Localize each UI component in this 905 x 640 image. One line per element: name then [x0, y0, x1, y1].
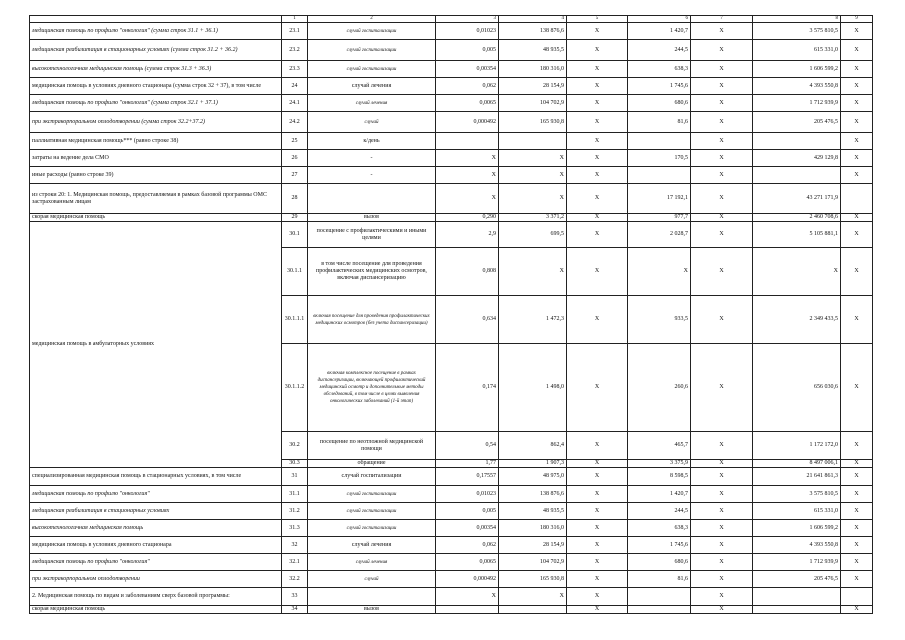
value-cell: 2 028,7 [628, 222, 691, 248]
row-label: высокотехнологичная медицинская помощь (сумма строк 31.3 + 36.3) [30, 61, 282, 78]
value-cell: 0,062 [436, 78, 499, 95]
value-cell: Х [436, 588, 499, 606]
value-cell: 81,6 [628, 112, 691, 133]
value-cell: 0,0065 [436, 95, 499, 112]
value-cell: Х [691, 167, 753, 184]
row-unit: случай лечения [308, 95, 436, 112]
table-row [30, 520, 873, 537]
value-cell: 0,005 [436, 40, 499, 61]
table-row [30, 95, 873, 112]
value-cell: Х [567, 606, 628, 614]
value-cell [499, 606, 567, 614]
value-cell: Х [436, 184, 499, 214]
row-code: 24.1 [282, 95, 308, 112]
value-cell: 8 497 006,1 [753, 460, 841, 468]
row-label: медицинская помощь в условиях дневного стационара (сумма строк 32 + 37), в том числе [30, 78, 282, 95]
value-cell: 699,5 [499, 222, 567, 248]
value-cell: 0,00354 [436, 61, 499, 78]
row-unit: включая комплексное посещение в рамках диспансеризации, включающей профилактический медицинский осмотр и дополнительные методы обследований, в том числе в целях выявления онкологических заболеваний (1-й этап) [308, 344, 436, 432]
row-code: 30.3 [282, 460, 308, 468]
value-cell: Х [567, 460, 628, 468]
value-cell: Х [691, 78, 753, 95]
row-unit: посещение по неотложной медицинской помощи [308, 432, 436, 460]
value-cell: Х [499, 588, 567, 606]
row-label: иные расходы (равно строке 39) [30, 167, 282, 184]
value-cell: 977,7 [628, 214, 691, 222]
row-unit: - [308, 167, 436, 184]
row-code: 31 [282, 468, 308, 486]
table-row [30, 606, 873, 614]
table-row [30, 184, 873, 214]
value-cell: Х [567, 432, 628, 460]
value-cell: 244,5 [628, 40, 691, 61]
value-cell: Х [567, 167, 628, 184]
table-row [30, 537, 873, 554]
row-label: медицинская помощь по профилю "онкология" (сумма строк 32.1 + 37.1) [30, 95, 282, 112]
value-cell: 0,0065 [436, 554, 499, 571]
value-cell: Х [691, 344, 753, 432]
row-unit: обращение [308, 460, 436, 468]
row-code: 27 [282, 167, 308, 184]
value-cell [753, 606, 841, 614]
value-cell: Х [499, 167, 567, 184]
table-row [30, 133, 873, 150]
table-row [30, 588, 873, 606]
value-cell: 81,6 [628, 571, 691, 588]
value-cell: 48 975,0 [499, 468, 567, 486]
value-cell: 244,5 [628, 503, 691, 520]
value-cell: Х [691, 61, 753, 78]
value-cell: 104 702,9 [499, 95, 567, 112]
value-cell: Х [567, 133, 628, 150]
value-cell: Х [841, 503, 873, 520]
value-cell: Х [691, 248, 753, 296]
value-cell: Х [691, 503, 753, 520]
value-cell [628, 588, 691, 606]
value-cell: 465,7 [628, 432, 691, 460]
value-cell: Х [841, 133, 873, 150]
value-cell: Х [567, 588, 628, 606]
value-cell: Х [691, 460, 753, 468]
value-cell: 638,3 [628, 520, 691, 537]
value-cell: 0,000492 [436, 571, 499, 588]
value-cell: 0,174 [436, 344, 499, 432]
value-cell [628, 133, 691, 150]
row-code: 34 [282, 606, 308, 614]
value-cell: 0,005 [436, 503, 499, 520]
value-cell: Х [841, 537, 873, 554]
value-cell: 0,01023 [436, 486, 499, 503]
value-cell: Х [567, 214, 628, 222]
value-cell: 2 349 433,5 [753, 296, 841, 344]
value-cell: Х [691, 554, 753, 571]
value-cell: Х [691, 468, 753, 486]
value-cell: Х [841, 222, 873, 248]
value-cell: Х [691, 95, 753, 112]
row-label: высокотехнологичная медицинская помощь [30, 520, 282, 537]
value-cell: Х [691, 606, 753, 614]
row-code: 23.2 [282, 40, 308, 61]
value-cell: 17 192,1 [628, 184, 691, 214]
row-unit: посещение с профилактическими и иными целями [308, 222, 436, 248]
value-cell: Х [841, 78, 873, 95]
value-cell: Х [567, 40, 628, 61]
row-label: медицинская помощь по профилю "онкология" [30, 486, 282, 503]
value-cell: Х [691, 40, 753, 61]
row-label: медицинская помощь по профилю "онкология" [30, 554, 282, 571]
value-cell: 138 876,6 [499, 23, 567, 40]
value-cell: Х [691, 571, 753, 588]
row-code: 32.1 [282, 554, 308, 571]
row-code: 24 [282, 78, 308, 95]
value-cell: 3 371,2 [499, 214, 567, 222]
row-code: 32.2 [282, 571, 308, 588]
value-cell: 165 930,8 [499, 112, 567, 133]
value-cell: Х [567, 571, 628, 588]
row-unit: случай госпитализации [308, 40, 436, 61]
value-cell: Х [567, 486, 628, 503]
value-cell: 0,17557 [436, 468, 499, 486]
value-cell: 1 606 599,2 [753, 520, 841, 537]
table-row [30, 222, 873, 248]
value-cell: 1 472,3 [499, 296, 567, 344]
value-cell: 615 331,0 [753, 503, 841, 520]
value-cell: Х [567, 112, 628, 133]
value-cell: 43 271 171,9 [753, 184, 841, 214]
value-cell: 3 575 810,5 [753, 23, 841, 40]
value-cell: Х [691, 537, 753, 554]
row-unit: случай [308, 571, 436, 588]
value-cell: 170,5 [628, 150, 691, 167]
value-cell [753, 133, 841, 150]
table-row [30, 40, 873, 61]
value-cell: Х [841, 40, 873, 61]
value-cell: Х [841, 606, 873, 614]
value-cell: Х [841, 468, 873, 486]
row-code: 26 [282, 150, 308, 167]
row-code: 31.1 [282, 486, 308, 503]
value-cell: 1 712 939,9 [753, 554, 841, 571]
value-cell: 1 745,6 [628, 537, 691, 554]
value-cell: 165 930,8 [499, 571, 567, 588]
column-header: 4 [499, 16, 567, 23]
value-cell: Х [841, 61, 873, 78]
value-cell: Х [567, 554, 628, 571]
value-cell: Х [567, 520, 628, 537]
value-cell: 260,6 [628, 344, 691, 432]
row-unit: включая посещение для проведения профилактических медицинских осмотров (без учета диспансеризации) [308, 296, 436, 344]
value-cell [436, 606, 499, 614]
value-cell: Х [841, 520, 873, 537]
row-unit: случай госпитализации [308, 468, 436, 486]
value-cell: 138 876,6 [499, 486, 567, 503]
value-cell [753, 588, 841, 606]
value-cell: 0,01023 [436, 23, 499, 40]
value-cell: 104 702,9 [499, 554, 567, 571]
value-cell: 2,9 [436, 222, 499, 248]
column-header: 8 [753, 16, 841, 23]
value-cell: Х [691, 222, 753, 248]
value-cell: Х [499, 150, 567, 167]
value-cell: 0,808 [436, 248, 499, 296]
row-code: 29 [282, 214, 308, 222]
value-cell: Х [436, 150, 499, 167]
value-cell: 0,00354 [436, 520, 499, 537]
row-label: паллиативная медицинская помощь*** (равно строке 38) [30, 133, 282, 150]
row-unit: - [308, 150, 436, 167]
value-cell: Х [567, 78, 628, 95]
value-cell: Х [841, 23, 873, 40]
value-cell [841, 184, 873, 214]
value-cell: 429 129,8 [753, 150, 841, 167]
column-number-row [30, 16, 873, 23]
row-unit: случай госпитализации [308, 486, 436, 503]
value-cell: Х [567, 61, 628, 78]
row-unit: случай госпитализации [308, 61, 436, 78]
value-cell: 180 316,0 [499, 520, 567, 537]
row-label: 2. Медицинская помощь по видам и заболеваниям сверх базовой программы: [30, 588, 282, 606]
row-code: 30.1.1 [282, 248, 308, 296]
table-row [30, 214, 873, 222]
value-cell: 180 316,0 [499, 61, 567, 78]
value-cell: 1 907,3 [499, 460, 567, 468]
value-cell: Х [841, 486, 873, 503]
row-label: медицинская помощь в условиях дневного стационара [30, 537, 282, 554]
value-cell: Х [691, 133, 753, 150]
value-cell: 1 606 599,2 [753, 61, 841, 78]
value-cell: Х [841, 296, 873, 344]
value-cell: 28 154,9 [499, 537, 567, 554]
value-cell: 1 745,6 [628, 78, 691, 95]
row-code: 30.1.1.2 [282, 344, 308, 432]
value-cell: Х [691, 214, 753, 222]
value-cell: Х [567, 537, 628, 554]
table-row [30, 150, 873, 167]
value-cell: Х [841, 214, 873, 222]
row-label: при экстракорпоральном оплодотворении (сумма строк 32.2+37.2) [30, 112, 282, 133]
value-cell: 0,000492 [436, 112, 499, 133]
row-label: скорая медицинская помощь [30, 214, 282, 222]
value-cell: Х [691, 112, 753, 133]
value-cell [628, 606, 691, 614]
value-cell: Х [567, 184, 628, 214]
value-cell: Х [567, 296, 628, 344]
row-code: 30.1.1.1 [282, 296, 308, 344]
value-cell: Х [841, 167, 873, 184]
ambulatory-group-label: медицинская помощь в амбулаторных условиях [30, 222, 282, 468]
value-cell [499, 133, 567, 150]
value-cell: Х [436, 167, 499, 184]
row-unit: к/день [308, 133, 436, 150]
row-unit: случай госпитализации [308, 503, 436, 520]
row-unit: случай [308, 112, 436, 133]
value-cell: 680,6 [628, 95, 691, 112]
value-cell: Х [691, 588, 753, 606]
value-cell: Х [691, 432, 753, 460]
table-row [30, 61, 873, 78]
value-cell: 205 476,5 [753, 571, 841, 588]
value-cell: Х [841, 344, 873, 432]
row-unit: вызов [308, 214, 436, 222]
row-unit [308, 588, 436, 606]
value-cell: 28 154,9 [499, 78, 567, 95]
value-cell: 933,5 [628, 296, 691, 344]
value-cell: 680,6 [628, 554, 691, 571]
value-cell: Х [567, 95, 628, 112]
table-row [30, 503, 873, 520]
table-row [30, 23, 873, 40]
value-cell: Х [691, 23, 753, 40]
value-cell: 1 172 172,0 [753, 432, 841, 460]
row-unit [308, 184, 436, 214]
row-code: 30.1 [282, 222, 308, 248]
value-cell: 615 331,0 [753, 40, 841, 61]
row-code: 25 [282, 133, 308, 150]
column-header: 5 [567, 16, 628, 23]
row-unit: в том числе посещение для проведения профилактических медицинских осмотров, включая диспансеризацию [308, 248, 436, 296]
value-cell: Х [499, 184, 567, 214]
table-row [30, 571, 873, 588]
value-cell: Х [691, 486, 753, 503]
row-code: 33 [282, 588, 308, 606]
value-cell: Х [567, 468, 628, 486]
row-code: 32 [282, 537, 308, 554]
row-unit: случай лечения [308, 537, 436, 554]
column-header: 1 [282, 16, 308, 23]
column-header: 3 [436, 16, 499, 23]
row-unit: случай госпитализации [308, 23, 436, 40]
value-cell: 0,062 [436, 537, 499, 554]
table-row [30, 468, 873, 486]
value-cell: 4 393 550,8 [753, 537, 841, 554]
value-cell: Х [567, 222, 628, 248]
value-cell: 48 935,5 [499, 503, 567, 520]
value-cell: Х [628, 248, 691, 296]
row-code: 31.2 [282, 503, 308, 520]
value-cell: Х [841, 112, 873, 133]
row-label: медицинская помощь по профилю "онкология" (сумма строк 31.1 + 36.1) [30, 23, 282, 40]
value-cell [436, 133, 499, 150]
table-row [30, 78, 873, 95]
row-code: 30.2 [282, 432, 308, 460]
table-row [30, 554, 873, 571]
value-cell [753, 167, 841, 184]
row-label: при экстракорпоральном оплодотворении [30, 571, 282, 588]
value-cell: Х [753, 248, 841, 296]
value-cell: 0,634 [436, 296, 499, 344]
value-cell: Х [841, 432, 873, 460]
row-unit: случай госпитализации [308, 520, 436, 537]
value-cell: 48 935,5 [499, 40, 567, 61]
value-cell: Х [691, 520, 753, 537]
value-cell: 3 375,9 [628, 460, 691, 468]
value-cell: 1 420,7 [628, 486, 691, 503]
value-cell: 8 598,5 [628, 468, 691, 486]
row-unit: случай лечения [308, 554, 436, 571]
value-cell: 3 575 810,5 [753, 486, 841, 503]
value-cell: Х [691, 296, 753, 344]
value-cell: Х [691, 150, 753, 167]
column-header: 9 [841, 16, 873, 23]
column-header: 6 [628, 16, 691, 23]
row-unit: случай лечения [308, 78, 436, 95]
column-header: 2 [308, 16, 436, 23]
value-cell: Х [841, 554, 873, 571]
value-cell: 1 420,7 [628, 23, 691, 40]
value-cell: 4 393 550,8 [753, 78, 841, 95]
value-cell: Х [841, 571, 873, 588]
medical-assistance-table [29, 15, 873, 614]
value-cell: Х [841, 460, 873, 468]
value-cell [628, 167, 691, 184]
column-header [30, 16, 282, 23]
value-cell: Х [567, 248, 628, 296]
value-cell: Х [499, 248, 567, 296]
row-label: скорая медицинская помощь [30, 606, 282, 614]
value-cell: 862,4 [499, 432, 567, 460]
column-header: 7 [691, 16, 753, 23]
value-cell: 21 641 861,3 [753, 468, 841, 486]
row-code: 23.1 [282, 23, 308, 40]
value-cell: Х [841, 150, 873, 167]
row-label: медицинская реабилитация в стационарных условиях (сумма строк 31.2 + 36.2) [30, 40, 282, 61]
value-cell: 2 460 708,6 [753, 214, 841, 222]
row-label: из строки 20: 1. Медицинская помощь, предоставляемая в рамках базовой программы ОМС застрахованным лицам [30, 184, 282, 214]
value-cell [841, 588, 873, 606]
row-code: 31.3 [282, 520, 308, 537]
value-cell: 1,77 [436, 460, 499, 468]
row-code: 23.3 [282, 61, 308, 78]
value-cell: 1 712 939,9 [753, 95, 841, 112]
row-label: затраты на ведение дела СМО [30, 150, 282, 167]
value-cell: Х [691, 184, 753, 214]
value-cell: 1 498,0 [499, 344, 567, 432]
row-unit: вызов [308, 606, 436, 614]
table-row [30, 112, 873, 133]
value-cell: 0,290 [436, 214, 499, 222]
value-cell: 638,3 [628, 61, 691, 78]
value-cell: Х [567, 23, 628, 40]
value-cell: Х [567, 150, 628, 167]
row-label: специализированная медицинская помощь в стационарных условиях, в том числе [30, 468, 282, 486]
value-cell: Х [567, 503, 628, 520]
row-code: 28 [282, 184, 308, 214]
value-cell: Х [841, 248, 873, 296]
value-cell: 205 476,5 [753, 112, 841, 133]
value-cell: 0,54 [436, 432, 499, 460]
value-cell: 5 105 881,1 [753, 222, 841, 248]
table-row [30, 486, 873, 503]
row-label: медицинская реабилитация в стационарных условиях [30, 503, 282, 520]
value-cell: 656 030,6 [753, 344, 841, 432]
row-code: 24.2 [282, 112, 308, 133]
value-cell: Х [841, 95, 873, 112]
table-row [30, 167, 873, 184]
value-cell: Х [567, 344, 628, 432]
